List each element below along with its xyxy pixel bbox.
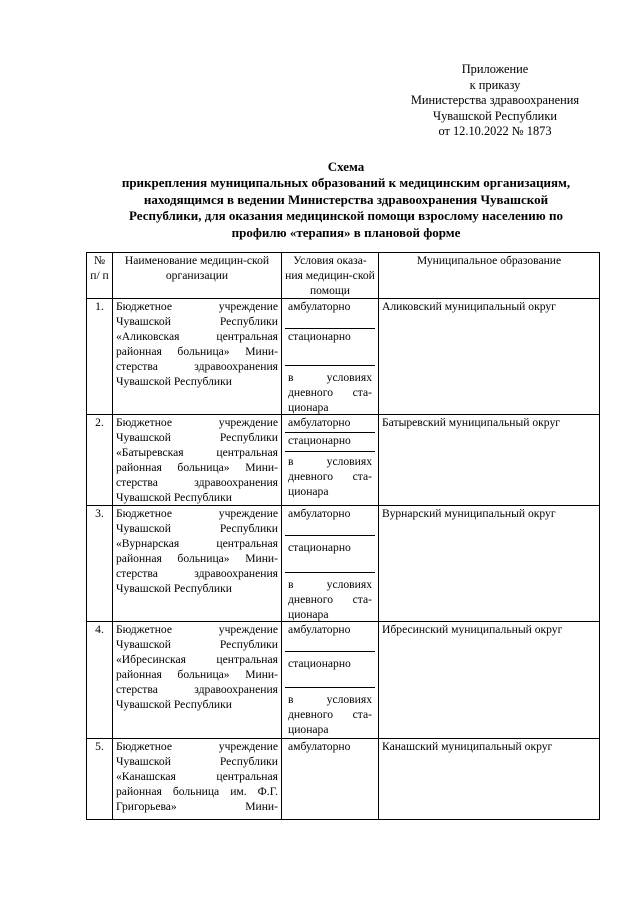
condition-day-hospital <box>285 688 375 738</box>
municipality-cell: Вурнарский муниципальный округ <box>379 506 600 622</box>
org-name: Бюджетное учреждение Чувашской Республики «Ибресинская центральная районная больница» Мини-стерства здравоохранения <box>116 623 278 696</box>
org-cell <box>113 415 282 506</box>
annex-line: к приказу <box>469 77 521 92</box>
row-number: 1. <box>87 299 113 415</box>
table-row <box>87 506 600 622</box>
annex-line: Приложение <box>461 62 529 76</box>
condition-text: в условиях дневного ста- <box>288 455 372 483</box>
condition-text: в условиях дневного ста- <box>288 693 372 721</box>
condition-ambulatory: амбулаторно <box>285 299 375 329</box>
table-row <box>87 622 600 739</box>
row-number: 3. <box>87 506 113 622</box>
conditions-cell <box>282 622 379 739</box>
annex-line: Чувашской Республики <box>433 108 557 123</box>
header-municipality: Муниципальное образование <box>379 253 600 299</box>
row-number: 2. <box>87 415 113 506</box>
conditions-cell <box>282 739 379 820</box>
org-name-end: Чувашской Республики <box>116 375 232 388</box>
conditions-cell <box>282 506 379 622</box>
title-line: Схема <box>327 159 365 174</box>
header-conditions: Условия оказа-ния медицин-ской помощи <box>282 253 379 299</box>
org-name-end: Чувашской Республики <box>116 582 232 595</box>
org-cell <box>113 622 282 739</box>
org-name: Бюджетное учреждение Чувашской Республики «Аликовская центральная районная больница» Мини-стерства здравоохранения <box>116 300 278 373</box>
row-number: 4. <box>87 622 113 739</box>
condition-day-hospital <box>285 366 375 414</box>
condition-inpatient: стационарно <box>285 433 375 452</box>
table-row <box>87 299 600 415</box>
conditions-cell <box>282 299 379 415</box>
condition-ambulatory: амбулаторно <box>285 506 375 536</box>
annex-line: от 12.10.2022 № 1873 <box>438 124 552 138</box>
order-annex-header <box>395 62 595 140</box>
condition-text: ционара <box>288 485 329 498</box>
municipality-cell: Ибресинский муниципальный округ <box>379 622 600 739</box>
org-name: Бюджетное учреждение Чувашской Республики «Вурнарская центральная районная больница» Мини-стерства здравоохранения <box>116 507 278 580</box>
org-cell <box>113 739 282 820</box>
municipality-cell: Канашский муниципальный округ <box>379 739 600 820</box>
condition-inpatient: стационарно <box>285 329 375 366</box>
condition-day-hospital <box>285 452 375 500</box>
condition-ambulatory: амбулаторно <box>285 415 375 433</box>
org-name: Бюджетное учреждение Чувашской Республики «Батыревская центральная районная больница» Мини-стерства здравоохранения <box>116 416 278 489</box>
org-cell <box>113 506 282 622</box>
condition-day-hospital <box>285 573 375 621</box>
title-line: Республики, для оказания медицинской помощи взрослому населению по <box>129 208 563 224</box>
header-org: Наименование медицин-ской организации <box>113 253 282 299</box>
table-row <box>87 739 600 820</box>
row-number: 5. <box>87 739 113 820</box>
title-line: находящимся в ведении Министерства здравоохранения Чувашской <box>143 191 549 207</box>
conditions-cell <box>282 415 379 506</box>
document-title <box>96 159 596 241</box>
table-header-row <box>87 253 600 299</box>
title-line: прикрепления муниципальных образований к медицинским организациям, <box>121 175 571 191</box>
condition-inpatient: стационарно <box>285 536 375 573</box>
condition-ambulatory: амбулаторно <box>285 622 375 652</box>
condition-ambulatory: амбулаторно <box>288 740 351 753</box>
table-row <box>87 415 600 506</box>
header-num: № п/ п <box>87 253 113 299</box>
org-name: Бюджетное учреждение Чувашской Республики «Канашская центральная районная больница им. Ф.Г. Григорьева» Мини- <box>116 740 278 813</box>
annex-line: Министерства здравоохранения <box>410 93 580 107</box>
org-name-end: Чувашской Республики <box>116 491 232 504</box>
municipality-cell: Аликовский муниципальный округ <box>379 299 600 415</box>
org-name-end: Чувашской Республики <box>116 698 232 711</box>
condition-text: ционара <box>288 401 329 414</box>
condition-text: ционара <box>288 723 329 736</box>
condition-text: в условиях дневного ста- <box>288 578 372 606</box>
org-cell <box>113 299 282 415</box>
assignment-table <box>86 252 600 820</box>
title-line: профилю «терапия» в плановой форме <box>231 224 461 240</box>
condition-text: в условиях дневного ста- <box>288 371 372 399</box>
condition-text: ционара <box>288 608 329 621</box>
condition-inpatient: стационарно <box>285 652 375 688</box>
municipality-cell: Батыревский муниципальный округ <box>379 415 600 506</box>
